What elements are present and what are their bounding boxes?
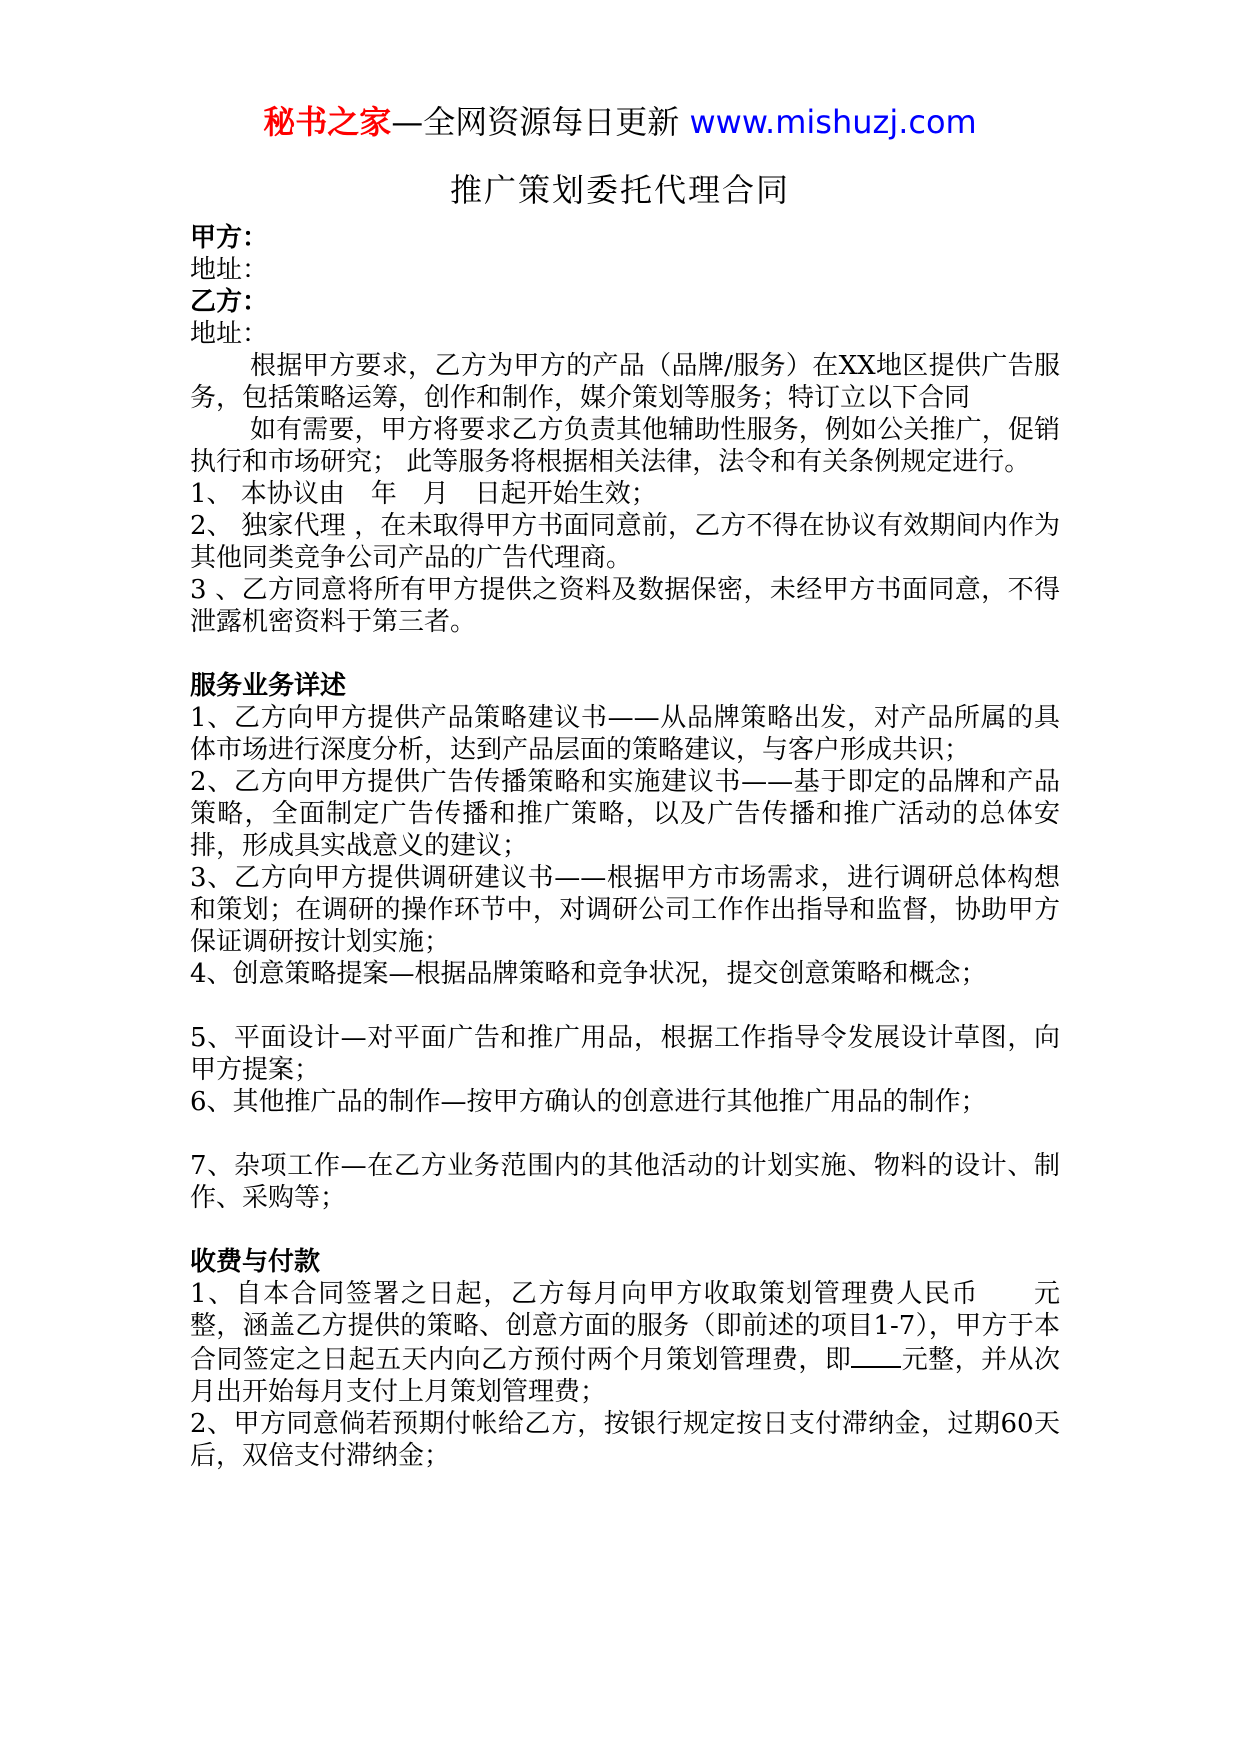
- amount-blank: [851, 1342, 901, 1368]
- fee-item: [190, 1278, 1060, 1408]
- section-heading-fees: 收费与付款: [190, 1247, 321, 1277]
- service-item: 4、创意策略提案—根据品牌策略和竞争状况，提交创意策略和概念；: [190, 959, 987, 989]
- service-item: 1、乙方向甲方提供产品策略建议书——从品牌策略出发，对产品所属的具体市场进行深度分析，达到产品层面的策略建议，与客户形成共识；: [190, 703, 1060, 765]
- document-title: 推广策划委托代理合同: [449, 171, 790, 209]
- intro-paragraph: 如有需要，甲方将要求乙方负责其他辅助性服务，例如公关推广，促销执行和市场研究； 此等服务将根据相关法律，法令和有关条例规定进行。: [190, 415, 1060, 477]
- clause-item: 3 、乙方同意将所有甲方提供之资料及数据保密，未经甲方书面同意，不得泄露机密资料于第三者。: [190, 575, 1060, 637]
- header-slogan: —全网资源每日更新: [391, 103, 690, 141]
- section-heading-services: 服务业务详述: [190, 671, 347, 701]
- clause-item: 2、 独家代理 ，在未取得甲方书面同意前，乙方不得在协议有效期间内作为其他同类竞争公司产品的广告代理商。: [190, 511, 1060, 573]
- service-item: 2、乙方向甲方提供广告传播策略和实施建议书——基于即定的品牌和产品策略，全面制定广告传播和推广策略，以及广告传播和推广活动的总体安排，形成具实战意义的建议；: [190, 767, 1060, 861]
- document-body: [190, 222, 1060, 1472]
- fee-item-text: 元整，并从次月出开始每月支付上月策划管理费；: [190, 1345, 1060, 1407]
- fee-item: 2、甲方同意倘若预期付帐给乙方，按银行规定按日支付滞纳金，过期60天后，双倍支付滞纳金；: [190, 1409, 1060, 1471]
- clause-item: 1、 本协议由 年 月 日起开始生效；: [190, 479, 657, 509]
- fee-item-text: 1、自本合同签署之日起，乙方每月向甲方收取策划管理费人民币 元整，涵盖乙方提供的策略、创意方面的服务（即前述的项目1-7），甲方于本合同签定之日起五天内向乙方预付两个月策划管理费，即: [190, 1279, 1060, 1375]
- spacer: [190, 1214, 1060, 1246]
- party-a-label: 甲方：: [190, 223, 269, 253]
- header-url[interactable]: www.mishuzj.com: [689, 103, 977, 141]
- brand-name: 秘书之家: [263, 103, 392, 141]
- party-a-address: 地址：: [190, 255, 269, 285]
- party-b-label: 乙方：: [190, 287, 269, 317]
- site-header: [0, 100, 1240, 144]
- spacer: [190, 1118, 1060, 1150]
- service-item: 7、杂项工作—在乙方业务范围内的其他活动的计划实施、物料的设计、制作、采购等；: [190, 1151, 1060, 1213]
- service-item: 5、平面设计—对平面广告和推广用品，根据工作指导令发展设计草图，向甲方提案；: [190, 1023, 1060, 1085]
- party-b-address: 地址：: [190, 319, 269, 349]
- intro-paragraph: 根据甲方要求，乙方为甲方的产品（品牌/服务）在XX地区提供广告服务，包括策略运筹，创作和制作，媒介策划等服务；特订立以下合同: [190, 351, 1060, 413]
- service-item: 3、乙方向甲方提供调研建议书——根据甲方市场需求，进行调研总体构想和策划；在调研的操作环节中，对调研公司工作作出指导和监督，协助甲方保证调研按计划实施；: [190, 863, 1060, 957]
- spacer: [190, 638, 1060, 670]
- spacer: [190, 990, 1060, 1022]
- service-item: 6、其他推广品的制作—按甲方确认的创意进行其他推广用品的制作；: [190, 1087, 987, 1117]
